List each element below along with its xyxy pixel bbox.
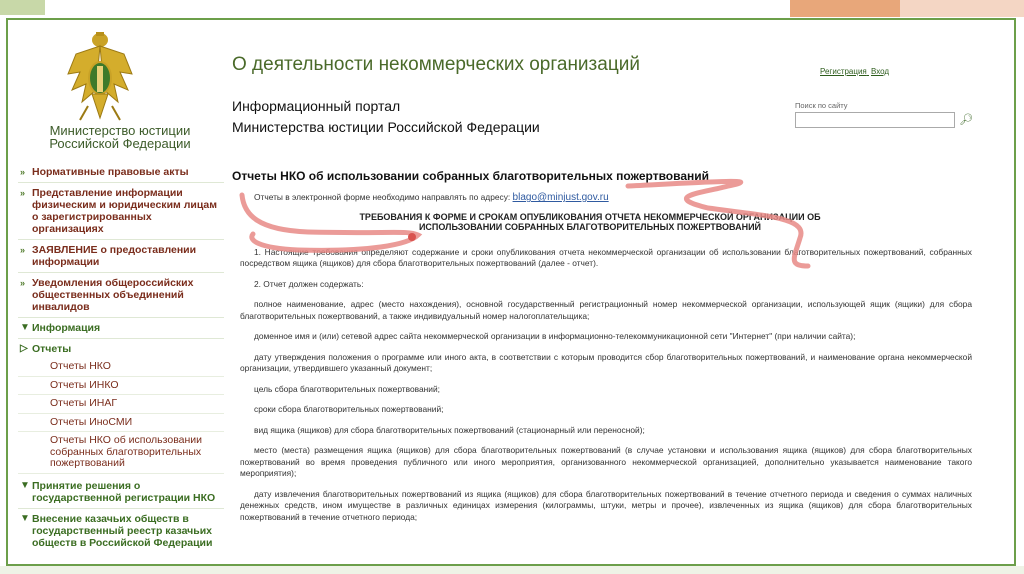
paragraph: дату утверждения положения о программе или иного акта, в соответствии с которым проводится сбор благотворительных пожертвований, и наименование органа некоммерческой организации, утвердившего указанный документ; — [240, 351, 972, 373]
sidebar-item-reports[interactable]: ▷ Отчеты — [20, 343, 72, 355]
arrow-icon: » — [20, 167, 26, 177]
paragraph: цель сбора благотворительных пожертвований; — [254, 383, 440, 394]
login-link[interactable]: Вход — [871, 67, 890, 76]
email-line — [254, 192, 972, 204]
search-label: Поиск по сайту — [795, 101, 848, 110]
corner-decoration — [0, 0, 45, 15]
arrow-icon: » — [20, 245, 26, 255]
paragraph: 2. Отчет должен содержать: — [254, 278, 364, 289]
email-link[interactable]: blago@minjust.gov.ru — [512, 192, 609, 203]
paragraph: сроки сбора благотворительных пожертвований; — [254, 404, 444, 414]
requirements-title: ТРЕБОВАНИЯ К ФОРМЕ И СРОКАМ ОПУБЛИКОВАНИЯ ОТЧЕТА НЕКОММЕРЧЕСКОЙ ОРГАНИЗАЦИИ ОБ ИСПОЛЬЗОВАНИИ СОБРАННЫХ БЛАГОТВОРИТЕЛЬНЫХ ПОЖЕРТВОВАНИЙ — [359, 211, 821, 232]
paragraph: место (места) размещения ящика (ящиков) для сбора благотворительных пожертвований (в случае установки и использования ящика (ящиков) для сбора благотворительных пожертвований во время проведения публичного или иного мероприятия, организованного некоммерческой организацией, дополнительно указывается наименование такого мероприятия); — [240, 445, 972, 478]
triangle-right-icon: ▷ — [20, 343, 28, 354]
section-title: Отчеты НКО об использовании собранных благотворительных пожертвований — [232, 169, 710, 183]
corner-decoration-orange — [790, 0, 900, 17]
triangle-down-icon: ▼ — [20, 322, 30, 333]
arrow-icon: » — [20, 188, 26, 198]
paragraph: дату извлечения благотворительных пожертвований из ящика (ящиков) для сбора благотворительных пожертвований в течение отчетного периода и сведения о суммах наличных денежных средств, ином имуществе в различных единицах измерения (килограммы, штуки, метры и прочее), извлеченных из ящика (ящиков) для сбора благотворительных пожертвований в течение отчетного периода; — [240, 488, 972, 522]
sidebar-item-registration-decision[interactable]: ▼ Принятие решения о государственной регистрации НКО — [18, 480, 224, 509]
site-title: О деятельности некоммерческих организаций — [232, 54, 640, 75]
auth-links — [818, 67, 889, 76]
paragraph: 1. Настоящие требования определяют содержание и сроки опубликования отчета некоммерческой организации об использовании благотворительных пожертвований, собранных посредством ящика (ящиков) для сбора благотворительных пожертвований (далее - отчет). — [240, 246, 972, 268]
sidebar-item-info-provision[interactable]: » Представление информации физическим и юридическим лицам о зарегистрированных организациях — [18, 187, 224, 240]
sidebar-subitem-inag-reports[interactable]: Отчеты ИНАГ — [18, 398, 224, 414]
sidebar-subitem-donations-reports[interactable]: Отчеты НКО об использовании собранных благотворительных пожертвований — [18, 435, 224, 474]
triangle-down-icon: ▼ — [20, 479, 30, 491]
sidebar-item-statement[interactable]: » ЗАЯВЛЕНИЕ о предоставлении информации — [18, 244, 224, 273]
sidebar-subitem-nko-reports[interactable]: Отчеты НКО — [18, 361, 224, 377]
corner-decoration-peach — [900, 0, 1024, 17]
search-input[interactable] — [795, 112, 955, 128]
search-icon[interactable]: 🔎︎ — [959, 113, 973, 126]
page-frame — [6, 18, 1016, 566]
bottom-decoration — [0, 566, 1024, 574]
ministry-name: Министерство юстиции Российской Федерации — [49, 123, 191, 151]
sidebar-item-normative-acts[interactable]: » Нормативные правовые акты — [18, 166, 224, 183]
triangle-down-icon: ▼ — [20, 512, 30, 524]
sidebar-nav — [18, 166, 224, 557]
sidebar-subitem-inko-reports[interactable]: Отчеты ИНКО — [18, 380, 224, 396]
sidebar-item-cossack-societies[interactable]: ▼ Внесение казачьих обществ в государственный реестр казачьих обществ в Российской Федерации — [20, 512, 213, 549]
portal-name: Информационный портал Министерства юстиции Российской Федерации — [232, 98, 540, 135]
paragraph: вид ящика (ящиков) для сбора благотворительных пожертвований (стационарный или переносной); — [254, 424, 645, 435]
paragraph: полное наименование, адрес (место нахождения), основной государственный регистрационный номер некоммерческой организации, использующей ящик (ящики) для сбора благотворительных пожертвований, а также индивидуальный номер налогоплательщика; — [240, 299, 972, 321]
sidebar-item-disabled-associations[interactable]: » Уведомления общероссийских общественных объединений инвалидов — [18, 277, 224, 318]
main-content — [240, 192, 972, 532]
ministry-emblem-icon — [66, 28, 134, 126]
paragraph: доменное имя и (или) сетевой адрес сайта некоммерческой организации в информационно-телекоммуникационной сети "Интернет" (при наличии сайта); — [254, 331, 856, 341]
sidebar-item-information[interactable]: ▼ Информация — [18, 322, 224, 339]
register-link[interactable]: Регистрация — [820, 67, 867, 76]
arrow-icon: » — [20, 278, 26, 288]
sidebar-subitem-inosmi-reports[interactable]: Отчеты ИноСМИ — [18, 417, 224, 433]
email-text: Отчеты в электронной форме необходимо направлять по адресу: — [254, 192, 511, 202]
